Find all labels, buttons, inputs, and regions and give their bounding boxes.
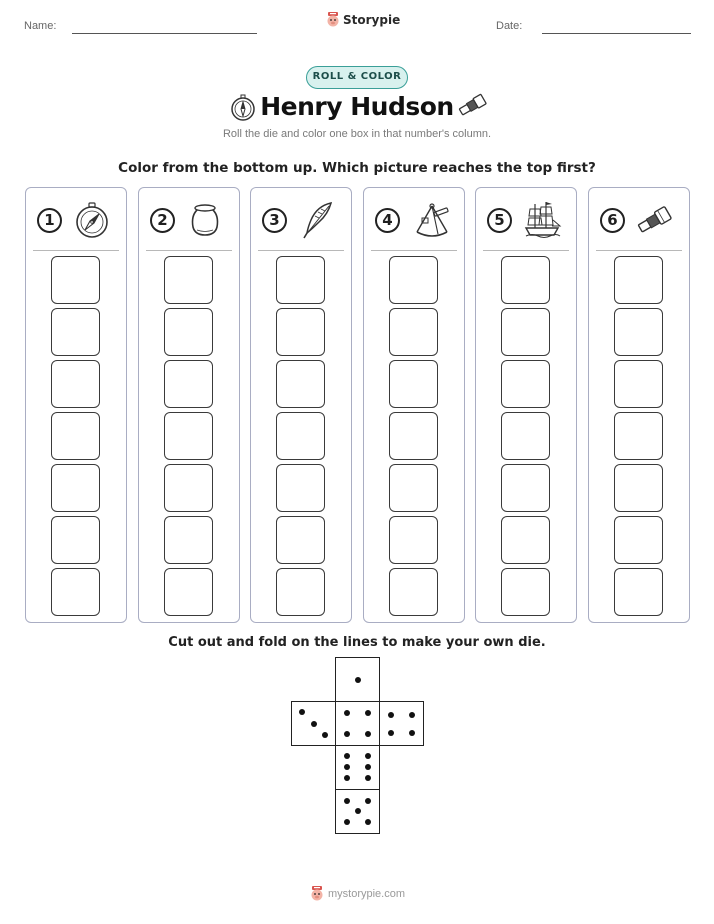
pip xyxy=(365,753,371,759)
color-box[interactable] xyxy=(614,464,663,512)
column-4 xyxy=(363,187,465,623)
column-6 xyxy=(588,187,690,623)
color-box[interactable] xyxy=(614,412,663,460)
column-2 xyxy=(138,187,240,623)
column-5 xyxy=(475,187,577,623)
pip xyxy=(344,775,350,781)
die-face-1 xyxy=(335,657,380,702)
name-field[interactable] xyxy=(72,33,257,34)
subtitle: Roll the die and color one box in that number's column. xyxy=(222,128,492,140)
color-box[interactable] xyxy=(614,568,663,616)
pip xyxy=(365,731,371,737)
color-box[interactable] xyxy=(51,308,100,356)
footer-link[interactable]: mystorypie.com xyxy=(328,888,406,900)
die-face-3 xyxy=(291,701,336,746)
color-box[interactable] xyxy=(164,516,213,564)
pip xyxy=(344,710,350,716)
pip xyxy=(365,764,371,770)
pip xyxy=(409,712,415,718)
column-divider xyxy=(258,250,344,251)
pip xyxy=(355,808,361,814)
activity-badge: ROLL & COLOR xyxy=(306,66,408,89)
color-box[interactable] xyxy=(389,412,438,460)
sextant-icon xyxy=(410,200,454,240)
footer xyxy=(310,886,405,902)
column-number: 5 xyxy=(487,208,512,233)
pip xyxy=(409,730,415,736)
pip xyxy=(344,753,350,759)
ship-icon xyxy=(522,200,562,240)
column-divider xyxy=(483,250,569,251)
die-face-6 xyxy=(335,745,380,790)
color-box[interactable] xyxy=(389,516,438,564)
brand-name: Storypie xyxy=(343,13,401,27)
color-box[interactable] xyxy=(614,256,663,304)
pip xyxy=(388,712,394,718)
color-box[interactable] xyxy=(164,360,213,408)
color-box[interactable] xyxy=(501,412,550,460)
compass-icon xyxy=(72,200,112,240)
color-box[interactable] xyxy=(614,360,663,408)
column-divider xyxy=(596,250,682,251)
color-box[interactable] xyxy=(276,308,325,356)
pip xyxy=(344,798,350,804)
pig-mascot-icon xyxy=(310,886,324,902)
pip xyxy=(388,730,394,736)
quill-icon xyxy=(297,200,337,240)
column-3 xyxy=(250,187,352,623)
ink-pot-icon xyxy=(185,200,225,240)
color-box[interactable] xyxy=(51,516,100,564)
color-box[interactable] xyxy=(51,568,100,616)
color-box[interactable] xyxy=(276,256,325,304)
column-number: 3 xyxy=(262,208,287,233)
color-box[interactable] xyxy=(164,308,213,356)
color-box[interactable] xyxy=(51,256,100,304)
color-box[interactable] xyxy=(276,412,325,460)
color-box[interactable] xyxy=(164,464,213,512)
column-divider xyxy=(371,250,457,251)
color-box[interactable] xyxy=(389,568,438,616)
pip xyxy=(344,819,350,825)
column-number: 4 xyxy=(375,208,400,233)
color-box[interactable] xyxy=(389,256,438,304)
pip xyxy=(365,710,371,716)
color-box[interactable] xyxy=(164,568,213,616)
pip xyxy=(322,732,328,738)
column-divider xyxy=(146,250,232,251)
color-box[interactable] xyxy=(51,412,100,460)
die-face-5 xyxy=(335,789,380,834)
color-box[interactable] xyxy=(614,308,663,356)
telescope-icon xyxy=(456,93,488,117)
pip xyxy=(311,721,317,727)
color-box[interactable] xyxy=(51,464,100,512)
pip xyxy=(365,775,371,781)
die-face-4 xyxy=(335,701,380,746)
pip xyxy=(344,731,350,737)
color-box[interactable] xyxy=(276,464,325,512)
name-label: Name: xyxy=(24,20,57,32)
column-number: 2 xyxy=(150,208,175,233)
instruction-heading: Color from the bottom up. Which picture reaches the top first? xyxy=(118,160,596,176)
color-box[interactable] xyxy=(164,412,213,460)
column-number: 6 xyxy=(600,208,625,233)
color-box[interactable] xyxy=(389,464,438,512)
date-label: Date: xyxy=(496,20,523,32)
die-face-6 xyxy=(379,701,424,746)
pip xyxy=(365,798,371,804)
color-box[interactable] xyxy=(276,360,325,408)
cut-instruction: Cut out and fold on the lines to make your own die. xyxy=(168,635,546,650)
color-box[interactable] xyxy=(164,256,213,304)
pip xyxy=(344,764,350,770)
pig-mascot-icon xyxy=(326,12,340,28)
color-box[interactable] xyxy=(276,568,325,616)
page-title: Henry Hudson xyxy=(260,92,454,121)
column-1 xyxy=(25,187,127,623)
pip xyxy=(299,709,305,715)
color-box[interactable] xyxy=(389,308,438,356)
telescope-icon xyxy=(635,200,675,240)
color-box[interactable] xyxy=(501,464,550,512)
date-field[interactable] xyxy=(542,33,691,34)
color-box[interactable] xyxy=(501,360,550,408)
column-number: 1 xyxy=(37,208,62,233)
color-box[interactable] xyxy=(51,360,100,408)
color-box[interactable] xyxy=(389,360,438,408)
color-box[interactable] xyxy=(501,256,550,304)
color-box[interactable] xyxy=(276,516,325,564)
color-box[interactable] xyxy=(614,516,663,564)
color-box[interactable] xyxy=(501,308,550,356)
color-box[interactable] xyxy=(501,516,550,564)
column-divider xyxy=(33,250,119,251)
pip xyxy=(365,819,371,825)
color-box[interactable] xyxy=(501,568,550,616)
pip xyxy=(355,677,361,683)
brand-logo xyxy=(326,12,400,28)
